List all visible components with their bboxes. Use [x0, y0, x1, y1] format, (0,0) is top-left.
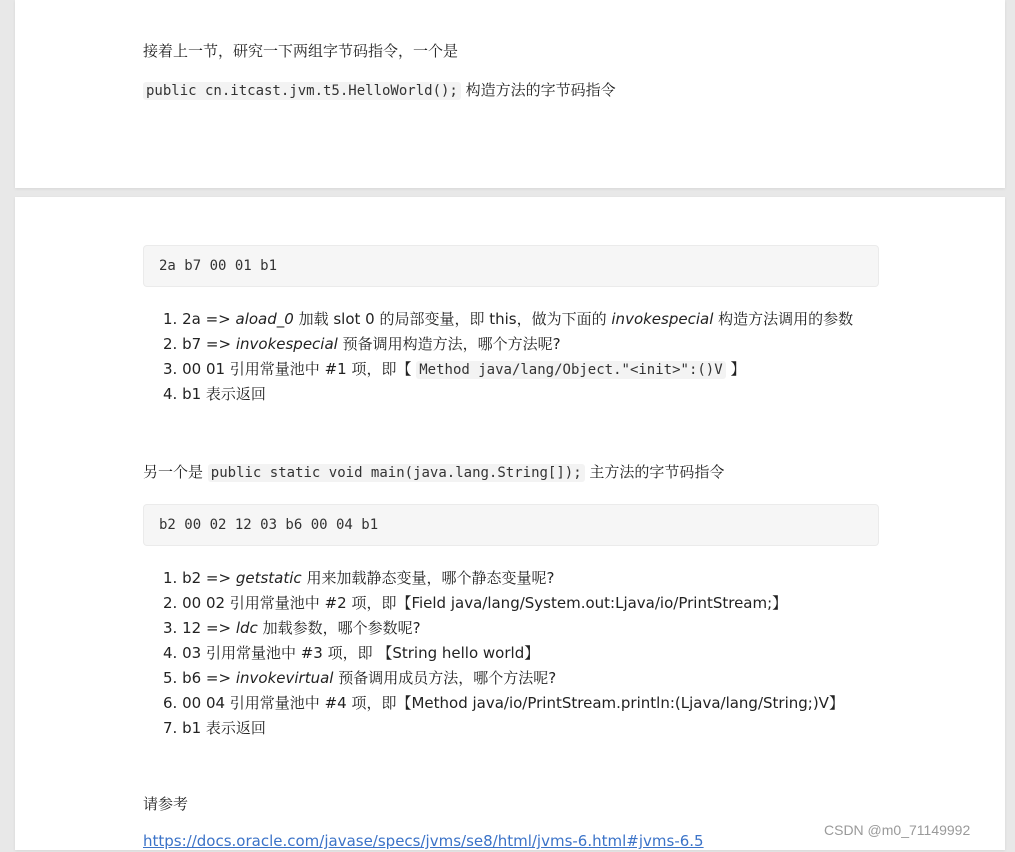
bytecode-block-2: b2 00 02 12 03 b6 00 04 b1	[143, 504, 879, 546]
constructor-text: 构造方法的字节码指令	[460, 81, 616, 99]
list-item: 6. 00 04 引用常量池中 #4 项，即【Method java/io/PrintStream.println:(Ljava/lang/String;)V】	[163, 694, 844, 712]
reference-label: 请参考	[143, 795, 189, 813]
bytecode-list-2	[143, 566, 844, 741]
article-card-main	[15, 197, 1005, 850]
article-card-top	[15, 0, 1005, 188]
list-item: 3. 00 01 引用常量池中 #1 项，即【 Method java/lang/Object."<init>":()V 】	[163, 360, 746, 378]
jvms-spec-link[interactable]: https://docs.oracle.com/javase/specs/jvms/se8/html/jvms-6.html#jvms-6.5	[143, 832, 704, 850]
list-item: 2. 00 02 引用常量池中 #2 项，即【Field java/lang/System.out:Ljava/io/PrintStream;】	[163, 594, 788, 612]
inline-code-constructor: public cn.itcast.jvm.t5.HelloWorld();	[143, 82, 461, 100]
list-item: 4. 03 引用常量池中 #3 项，即 【String hello world】	[163, 644, 540, 662]
list-item: 7. b1 表示返回	[163, 719, 266, 737]
main-method-paragraph: 另一个是 public static void main(java.lang.String[]); 主方法的字节码指令	[143, 463, 725, 481]
csdn-watermark: CSDN @m0_71149992	[824, 822, 971, 838]
list-item: 3. 12 => ldc 加载参数，哪个参数呢?	[163, 619, 421, 637]
intro-paragraph: 接着上一节，研究一下两组字节码指令，一个是	[143, 42, 459, 60]
inline-code-main: public static void main(java.lang.String[]);	[208, 464, 585, 482]
list-item: 2. b7 => invokespecial 预备调用构造方法，哪个方法呢?	[163, 335, 561, 353]
list-item: 5. b6 => invokevirtual 预备调用成员方法，哪个方法呢?	[163, 669, 557, 687]
list-item: 1. b2 => getstatic 用来加载静态变量，哪个静态变量呢?	[163, 569, 555, 587]
bytecode-list-1	[143, 307, 853, 407]
list-item: 4. b1 表示返回	[163, 385, 266, 403]
list-item: 1. 2a => aload_0 加载 slot 0 的局部变量，即 this，做为下面的 invokespecial 构造方法调用的参数	[163, 310, 854, 328]
constructor-paragraph	[143, 79, 616, 102]
inline-code-method-ref: Method java/lang/Object."<init>":()V	[416, 361, 725, 379]
bytecode-block-1: 2a b7 00 01 b1	[143, 245, 879, 287]
